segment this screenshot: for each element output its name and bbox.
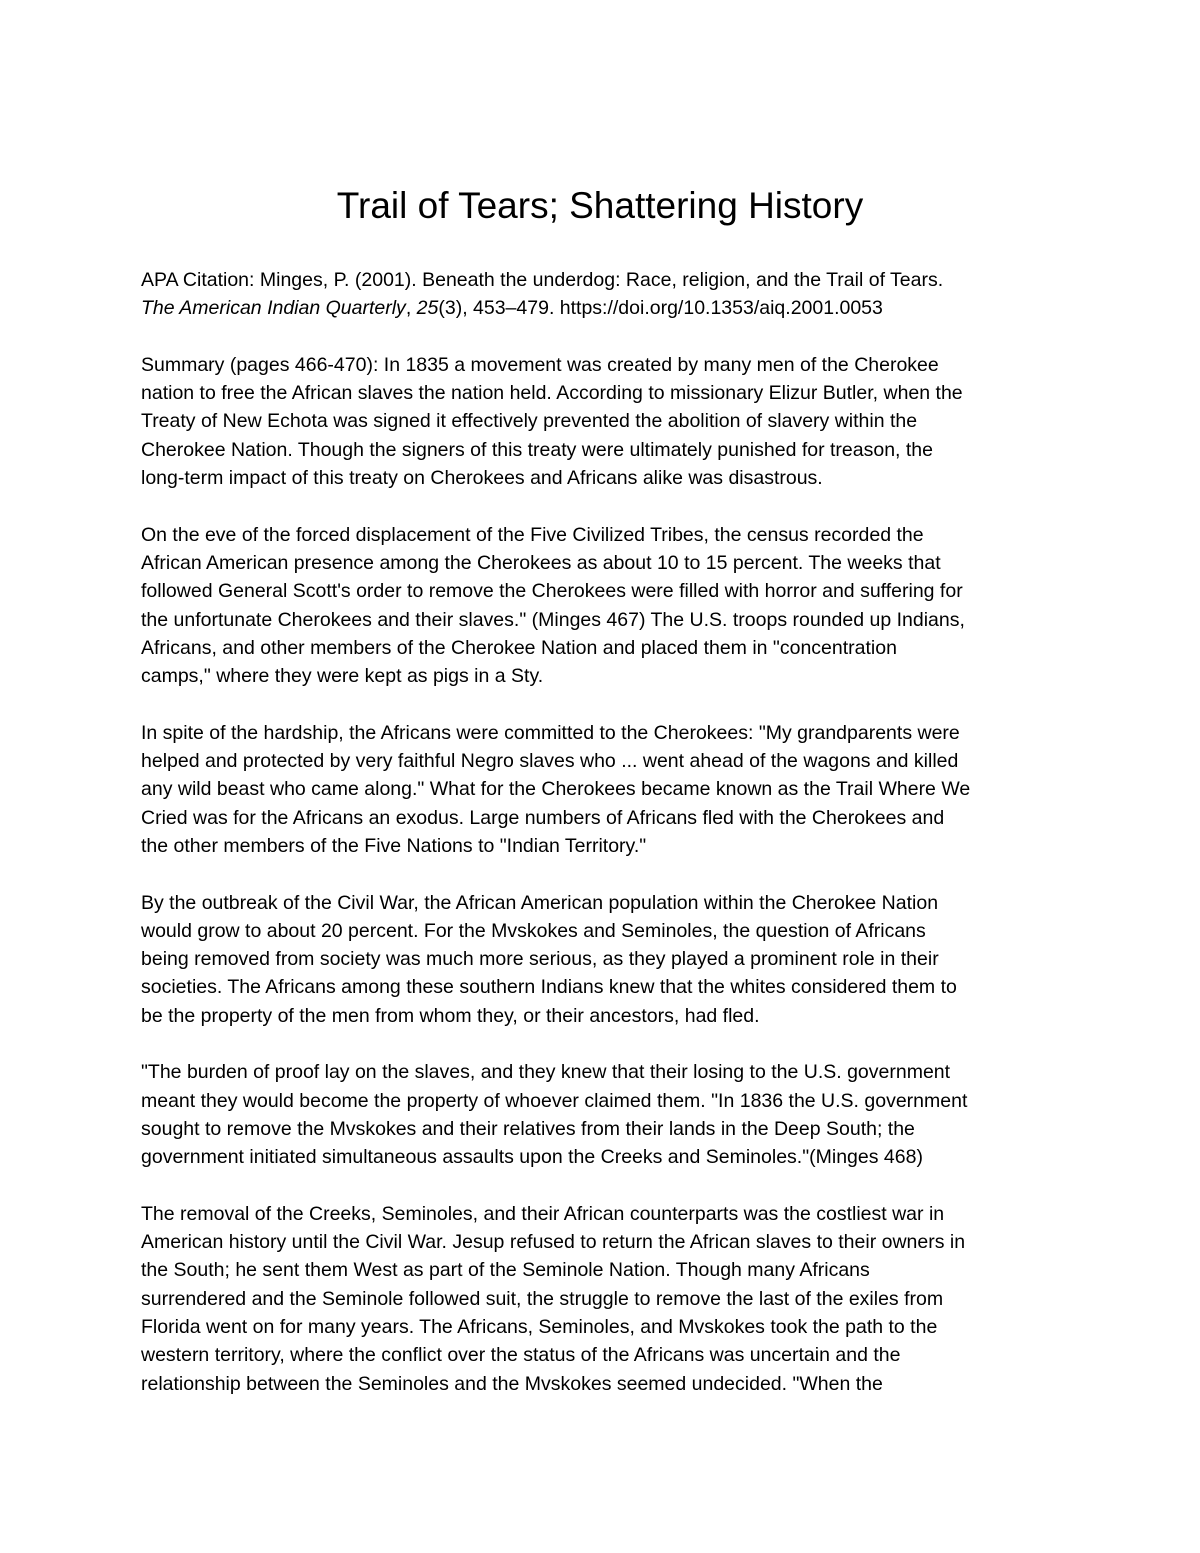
paragraph-line: By the outbreak of the Civil War, the African American population within the Cherokee Nation [141, 891, 939, 914]
document-body [141, 266, 1071, 1426]
paragraph-line: meant they would become the property of whoever claimed them. "In 1836 the U.S. government [141, 1089, 968, 1112]
paragraph-line: American history until the Civil War. Jesup refused to return the African slaves to their owners in [141, 1231, 966, 1254]
citation-volume: 25 [416, 297, 439, 320]
paragraph-line: African American presence among the Cherokees as about 10 to 15 percent. The weeks that [141, 551, 941, 574]
citation-line-2 [141, 294, 1071, 322]
body-paragraph [141, 351, 1071, 492]
paragraph-line: western territory, where the conflict over the status of the Africans was uncertain and the [141, 1344, 901, 1367]
paragraph-line: any wild beast who came along." What for the Cherokees became known as the Trail Where We [141, 778, 971, 801]
paragraph-line: Florida went on for many years. The Africans, Seminoles, and Mvskokes took the path to the [141, 1315, 938, 1338]
paragraph-line: In spite of the hardship, the Africans were committed to the Cherokees: "My grandparents were [141, 721, 960, 744]
paragraph-line: be the property of the men from whom they, or their ancestors, had fled. [141, 1004, 760, 1027]
body-paragraph [141, 1200, 1071, 1398]
citation-issue-pages-doi: (3), 453–479. https://doi.org/10.1353/aiq.2001.0053 [438, 297, 883, 320]
body-paragraphs [141, 351, 1071, 1398]
body-paragraph [141, 719, 1071, 860]
paragraph-line: would grow to about 20 percent. For the Mvskokes and Seminoles, the question of Africans [141, 919, 926, 942]
body-paragraph [141, 521, 1071, 691]
paragraph-line: societies. The Africans among these southern Indians knew that the whites considered them to [141, 976, 957, 999]
paragraph-line: the unfortunate Cherokees and their slaves." (Minges 467) The U.S. troops rounded up Indians, [141, 608, 965, 631]
citation-journal: The American Indian Quarterly [141, 297, 406, 320]
paragraph-line: relationship between the Seminoles and the Mvskokes seemed undecided. "When the [141, 1372, 883, 1395]
paragraph-line: helped and protected by very faithful Negro slaves who ... went ahead of the wagons and killed [141, 750, 959, 773]
paragraph-line: being removed from society was much more serious, as they played a prominent role in their [141, 948, 939, 971]
paragraph-line: camps," where they were kept as pigs in a Sty. [141, 665, 544, 688]
citation-paragraph [141, 266, 1071, 323]
citation-separator: , [405, 297, 417, 320]
paragraph-line: the South; he sent them West as part of the Seminole Nation. Though many Africans [141, 1259, 870, 1282]
paragraph-line: Cherokee Nation. Though the signers of this treaty were ultimately punished for treason, the [141, 438, 933, 461]
paragraph-line: government initiated simultaneous assaults upon the Creeks and Seminoles."(Minges 468) [141, 1146, 923, 1169]
paragraph-line: Treaty of New Echota was signed it effectively prevented the abolition of slavery within the [141, 410, 918, 433]
paragraph-line: nation to free the African slaves the nation held. According to missionary Elizur Butler, when the [141, 382, 963, 405]
paragraph-line: The removal of the Creeks, Seminoles, and their African counterparts was the costliest war in [141, 1202, 945, 1225]
paragraph-line: surrendered and the Seminole followed suit, the struggle to remove the last of the exiles from [141, 1287, 944, 1310]
citation-line-1: APA Citation: Minges, P. (2001). Beneath the underdog: Race, religion, and the Trail of Tears. [141, 269, 944, 291]
paragraph-line: Cried was for the Africans an exodus. Large numbers of Africans fled with the Cherokees and [141, 806, 945, 829]
paragraph-line: On the eve of the forced displacement of the Five Civilized Tribes, the census recorded the [141, 523, 924, 546]
body-paragraph [141, 889, 1071, 1030]
body-paragraph [141, 1058, 1071, 1171]
document-title: Trail of Tears; Shattering History [336, 185, 864, 226]
paragraph-line: long-term impact of this treaty on Cherokees and Africans alike was disastrous. [141, 467, 823, 490]
paragraph-line: "The burden of proof lay on the slaves, and they knew that their losing to the U.S. government [141, 1061, 951, 1084]
paragraph-line: sought to remove the Mvskokes and their relatives from their lands in the Deep South; the [141, 1117, 915, 1140]
paragraph-line: the other members of the Five Nations to "Indian Territory." [141, 834, 647, 857]
paragraph-line: Summary (pages 466-470): In 1835 a movement was created by many men of the Cherokee [141, 353, 939, 376]
paragraph-line: Africans, and other members of the Cherokee Nation and placed them in "concentration [141, 636, 897, 659]
paragraph-line: followed General Scott's order to remove the Cherokees were filled with horror and suffering for [141, 580, 963, 603]
